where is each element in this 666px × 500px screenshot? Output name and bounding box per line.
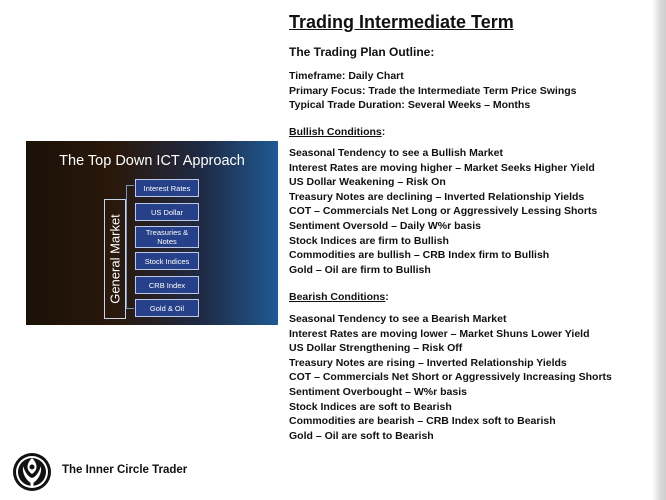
- bearish-item: Treasury Notes are rising – Inverted Relationship Yields: [289, 356, 567, 369]
- bullish-item: Treasury Notes are declining – Inverted Relationship Yields: [289, 190, 585, 203]
- diagram-bracket: [126, 185, 134, 309]
- footer-brand: The Inner Circle Trader: [62, 464, 188, 476]
- bullish-item: COT – Commercials Net Long or Aggressively Lessing Shorts: [289, 205, 598, 218]
- market-box: Gold & Oil: [135, 299, 199, 317]
- bullish-list: [289, 146, 597, 277]
- bearish-item: Interest Rates are moving lower – Market Shuns Lower Yield: [289, 327, 590, 340]
- overview-item: Timeframe: Daily Chart: [289, 70, 404, 82]
- market-box: Interest Rates: [135, 179, 199, 197]
- bullish-item: Seasonal Tendency to see a Bullish Market: [289, 147, 503, 159]
- slide-edge-shadow: [652, 0, 666, 500]
- bearish-item: Seasonal Tendency to see a Bearish Market: [289, 313, 507, 325]
- bullish-item: Gold – Oil are firm to Bullish: [289, 263, 431, 276]
- bearish-heading-text: Bearish Conditions: [289, 291, 386, 303]
- market-box: CRB Index: [135, 276, 199, 294]
- overview-item: Typical Trade Duration: Several Weeks – Months: [289, 99, 531, 112]
- bearish-heading: [289, 291, 389, 303]
- general-market-label: General Market: [107, 214, 123, 304]
- bullish-item: US Dollar Weakening – Risk On: [289, 176, 446, 189]
- slide-subtitle: The Trading Plan Outline:: [289, 45, 435, 59]
- overview-item: Primary Focus: Trade the Intermediate Term Price Swings: [289, 84, 577, 97]
- ict-logo-icon: [12, 452, 52, 492]
- bearish-item: Commodities are bearish – CRB Index soft to Bearish: [289, 415, 556, 428]
- bearish-item: Stock Indices are soft to Bearish: [289, 400, 452, 413]
- bearish-item: Sentiment Overbought – W%r basis: [289, 385, 467, 398]
- bearish-list: [289, 312, 612, 443]
- bearish-heading-colon: :: [385, 291, 389, 303]
- diagram-title: The Top Down ICT Approach: [59, 153, 245, 169]
- slide-title: Trading Intermediate Term: [289, 12, 514, 32]
- bullish-heading-colon: :: [381, 126, 386, 138]
- overview-list: [289, 69, 576, 113]
- bearish-item: Gold – Oil are soft to Bearish: [289, 429, 434, 442]
- market-box: Treasuries & Notes: [135, 226, 199, 248]
- bullish-item: Sentiment Oversold – Daily W%r basis: [289, 219, 481, 232]
- market-box: US Dollar: [135, 203, 199, 221]
- bullish-heading-text: Bullish Conditions: [289, 126, 382, 138]
- bearish-item: US Dollar Strengthening – Risk Off: [289, 342, 463, 355]
- bearish-item: COT – Commercials Net Short or Aggressively Increasing Shorts: [289, 371, 612, 384]
- bullish-item: Commodities are bullish – CRB Index firm to Bullish: [289, 249, 550, 262]
- market-box: Stock Indices: [135, 252, 199, 270]
- bullish-item: Interest Rates are moving higher – Market Seeks Higher Yield: [289, 161, 595, 174]
- bullish-heading: [289, 126, 385, 138]
- bullish-item: Stock Indices are firm to Bullish: [289, 234, 449, 247]
- top-down-diagram: [26, 141, 278, 325]
